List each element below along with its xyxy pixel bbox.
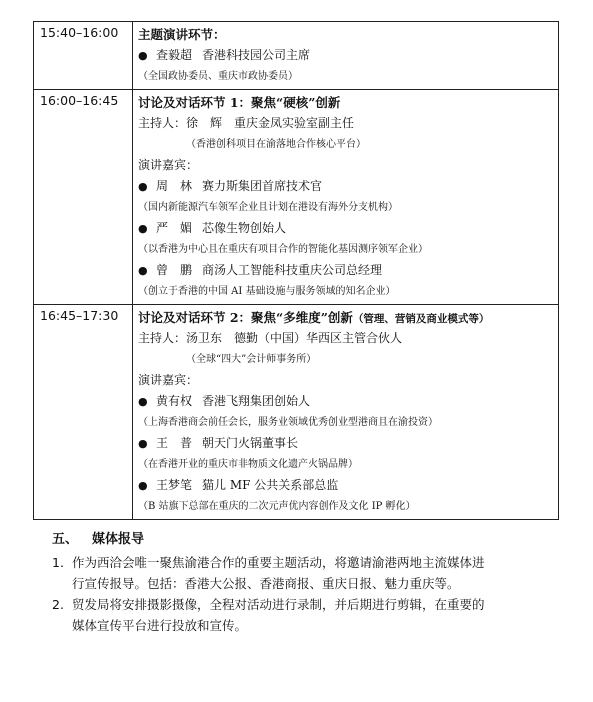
session-content (133, 90, 559, 305)
session-title-text: 讨论及对话环节 2：聚焦“多维度”创新 (138, 310, 353, 325)
bullet-icon: ● (138, 479, 148, 492)
bullet-icon: ● (138, 180, 148, 193)
speaker-title: 朝天门火锅董事长 (202, 436, 299, 450)
speaker-title: 赛力斯集团首席技术官 (202, 179, 323, 193)
session-title-text: 讨论及对话环节 1：聚焦“硬核”创新 (138, 95, 341, 110)
speaker-title: 猫儿 MF 公共关系部总监 (202, 478, 339, 492)
session-text: 主持人：徐 辉 重庆金凤实验室副主任 (138, 116, 355, 130)
speaker-line (138, 433, 558, 454)
schedule-row (34, 22, 559, 90)
paragraph-number: 2. (52, 597, 64, 612)
session-time: 16:45–17:30 (34, 305, 133, 520)
bullet-icon: ● (138, 222, 148, 235)
bullet-icon: ● (138, 264, 148, 277)
paragraph-number: 1. (52, 555, 64, 570)
speaker-line (138, 218, 558, 239)
session-title-subtitle: （管理、营销及商业模式等） (352, 313, 490, 325)
session-title (138, 92, 558, 113)
session-text: 演讲嘉宾： (138, 158, 199, 172)
speaker-name: 王 普 (156, 436, 193, 450)
paragraph-line: 行宣传报导。包括：香港大公报、香港商报、重庆日报、魅力重庆等。 (72, 576, 460, 591)
speaker-title: 香港科技园公司主席 (202, 48, 311, 62)
speaker-line (138, 45, 558, 66)
session-time: 15:40–16:00 (34, 22, 133, 90)
schedule-row (34, 90, 559, 305)
schedule-row (34, 305, 559, 520)
section-heading (52, 528, 144, 547)
paragraph-1 (52, 552, 552, 594)
section-title: 媒体报导 (92, 532, 145, 547)
session-text: 主持人：汤卫东 德勤（中国）华西区主管合伙人 (138, 331, 403, 345)
speaker-name: 查毅超 (156, 48, 193, 62)
paragraph-line: 贸发局将安排摄影摄像，全程对活动进行录制，并后期进行剪辑，在重要的 (72, 597, 485, 612)
speaker-name: 王梦笔 (156, 478, 193, 492)
speaker-line (138, 391, 558, 412)
paragraph-line: 作为西洽会唯一聚焦渝港合作的重要主题活动，将邀请渝港两地主流媒体进 (72, 555, 485, 570)
speaker-note: （上海香港商会前任会长，服务业领域优秀创业型港商且在渝投资） (138, 417, 438, 428)
speaker-title: 芯像生物创始人 (202, 221, 287, 235)
speaker-line (138, 260, 558, 281)
session-time: 16:00–16:45 (34, 90, 133, 305)
session-title (138, 307, 558, 328)
section-number: 五、 (52, 532, 79, 547)
speaker-note: （国内新能源汽车领军企业且计划在港设有海外分支机构） (138, 202, 398, 213)
paragraph-2 (52, 594, 552, 636)
speaker-line (138, 475, 558, 496)
speaker-name: 严 媚 (156, 221, 193, 235)
speaker-title: 商汤人工智能科技重庆公司总经理 (202, 263, 383, 277)
speaker-note: （创立于香港的中国 AI 基础设施与服务领域的知名企业） (138, 286, 396, 297)
session-title (138, 24, 558, 45)
session-title-text: 主题演讲环节： (138, 27, 226, 42)
paragraph-line: 媒体宣传平台进行投放和宣传。 (72, 618, 248, 633)
speaker-note: （以香港为中心且在重庆有项目合作的智能化基因测序领军企业） (138, 244, 428, 255)
speaker-note: （全国政协委员、重庆市政协委员） (138, 71, 298, 82)
speaker-note: （B 站旗下总部在重庆的二次元声优内容创作及文化 IP 孵化） (138, 501, 416, 512)
schedule-table (33, 21, 559, 520)
speaker-note: （在香港开业的重庆市非物质文化遗产火锅品牌） (138, 459, 358, 470)
speaker-name: 曾 鹏 (156, 263, 193, 277)
session-content (133, 22, 559, 90)
session-content (133, 305, 559, 520)
bullet-icon: ● (138, 395, 148, 408)
host-note: （全球“四大”会计师事务所） (186, 354, 317, 365)
speaker-name: 周 林 (156, 179, 193, 193)
host-note: （香港创科项目在渝落地合作核心平台） (186, 139, 366, 150)
bullet-icon: ● (138, 49, 148, 62)
session-text: 演讲嘉宾： (138, 373, 199, 387)
speaker-line (138, 176, 558, 197)
bullet-icon: ● (138, 437, 148, 450)
speaker-name: 黄有权 (156, 394, 193, 408)
speaker-title: 香港飞翔集团创始人 (202, 394, 311, 408)
